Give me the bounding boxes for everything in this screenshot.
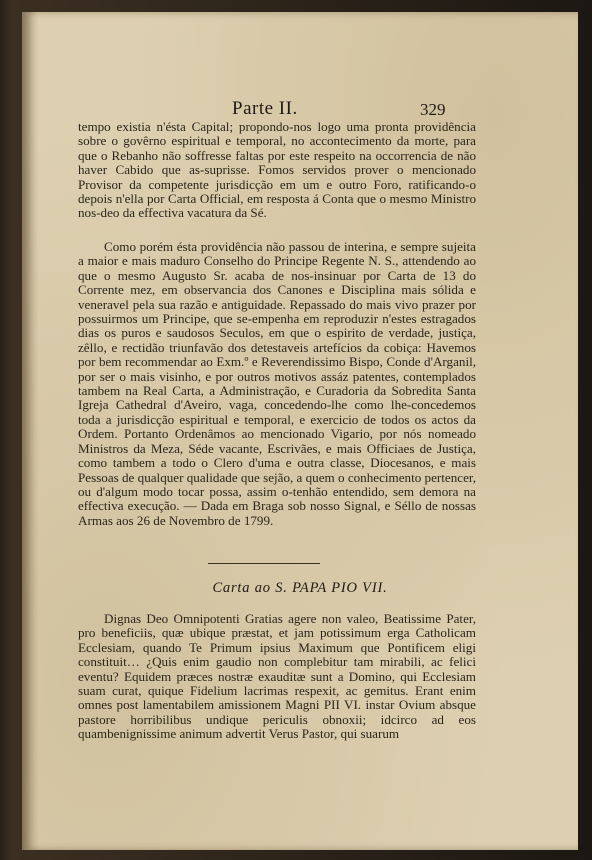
page-number: 329 xyxy=(420,100,446,119)
paragraph-letter: Dignas Deo Omnipotenti Gratias agere non valeo, Beatissime Pater, pro beneficiis, quæ ubique præstat, et jam potissimum erga Catholicam Ecclesiam, quando Te Primum ipsius Maximum que Pontificem eligi constituit… ¿Quis enim gaudio non complebitur tam mirabili, ac felici eventu? Equidem præces nostræ exauditæ sunt a Domino, qui Ecclesiam suam curat, quique Fidelium lacrimas respexit, ac gemitus. Erant enim omnes post lamentabilem amissionem Magni PII VI. instar Ovium absque pastore horribilibus undique periculis obnoxii; idcirco ad eos quambenignissime animum advertit Verus Pastor, qui suarum xyxy=(78,611,476,742)
running-head: Parte II. xyxy=(232,98,298,119)
text-block-continuation xyxy=(78,120,476,221)
text-block-letter xyxy=(78,612,476,742)
text-block-decree xyxy=(78,240,476,528)
paragraph-continuation: tempo existia n'ésta Capital; propondo-nos logo uma pronta providência sobre o govêrno espiritual e temporal, no accontecimento da morte, para que o Rebanho não soffresse faltas por este respeito na occorrencia de não haver Cabido que as-suprisse. Fomos servidos prover o mencionado Provisor da competente jurisdicção em um e outro Foro, ratificando-o depois n'ella por Carta Official, em resposta á Conta que o mesmo Ministro nos-deo da effectiva vacatura da Sé. xyxy=(78,119,476,221)
section-divider xyxy=(208,563,320,564)
paragraph-decree: Como porém ésta providência não passou de interina, e sempre sujeita a maior e mais maduro Conselho do Principe Regente N. S., attendendo ao que o mesmo Augusto Sr. acaba de nos-insinuar por Carta de 13 do Corrente mez, em observancia dos Canones e Disciplina mais sólida e veneravel pela sua razão e antiguidade. Repassado do mais vivo prazer por possuirmos um Principe, que se-empenha em reproduzir n'estes estragados dias os puros e saudosos Seculos, em que o espirito de verdade, justiça, zêllo, e rectidão triunfavão dos detestaveis artefícios da cobiça: Havemos por bem recommendar ao Exm.º e Reverendissimo Bispo, Conde d'Arganil, por ser o mais visinho, e por outros motivos assáz patentes, contemplados tambem na Real Carta, a Administração, e Curadoria da Sobredita Santa Igreja Cathedral d'Aveiro, vaga, concedendo-lhe como lhe-concedemos toda a jurisdicção espiritual e temporal, e exercicio de todos os actos da Ordem. Portanto Ordenâmos ao mencionado Vigario, por nós nomeado Ministros da Meza, Séde vacante, Escrivães, e mais Officiaes de Justiça, como tambem a todo o Clero d'uma e outra classe, Diocesanos, e mais Pessoas de qualquer qualidade que sejão, a quem o conhecimento pertencer, ou d'algum modo tocar possa, assim o-tenhão entendido, sem demora na effectiva execução. — Dada em Braga sob nosso Signal, e Séllo de nossas Armas aos 26 de Novembro de 1799. xyxy=(78,239,476,528)
book-page xyxy=(22,12,578,850)
section-title: Carta ao S. PAPA PIO VII. xyxy=(212,580,388,596)
